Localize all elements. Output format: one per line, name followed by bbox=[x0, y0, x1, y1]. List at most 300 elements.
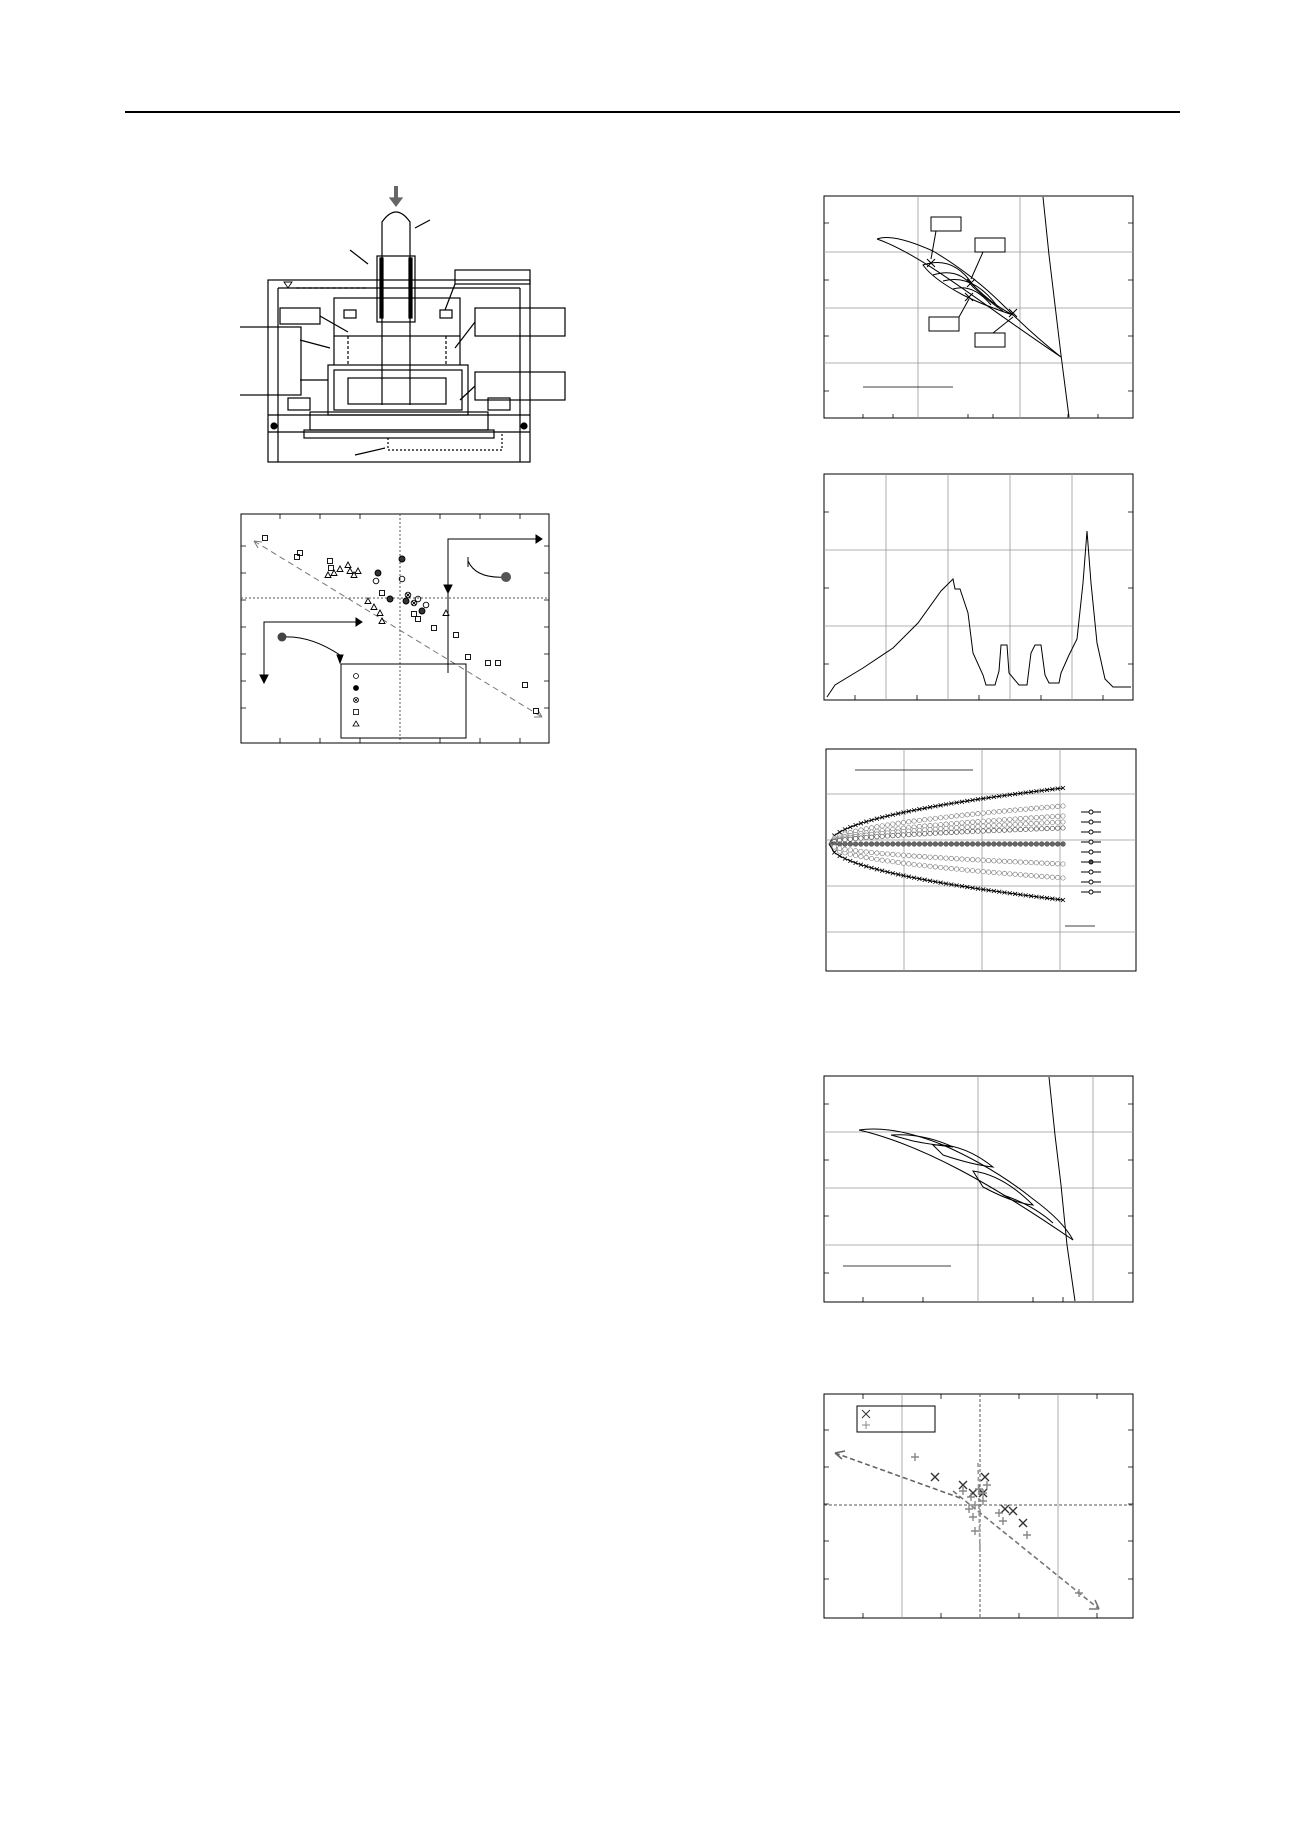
series-marker bbox=[992, 870, 996, 874]
series-marker bbox=[907, 853, 911, 857]
series-marker bbox=[928, 831, 932, 835]
series-marker bbox=[944, 826, 948, 830]
series-marker bbox=[986, 824, 990, 828]
series-marker bbox=[949, 826, 953, 830]
square-marker bbox=[523, 683, 528, 688]
series-marker bbox=[869, 856, 873, 860]
series-marker bbox=[901, 820, 905, 824]
series-marker bbox=[986, 819, 990, 823]
plus-marker bbox=[1075, 1589, 1083, 1597]
series-marker bbox=[843, 857, 847, 861]
series-marker bbox=[917, 832, 921, 836]
series-marker bbox=[923, 855, 927, 859]
header-rule bbox=[125, 111, 1180, 113]
series-marker bbox=[901, 842, 906, 847]
series-marker bbox=[1034, 842, 1039, 847]
series-marker bbox=[875, 851, 879, 855]
series-marker bbox=[917, 863, 921, 867]
series-marker bbox=[981, 858, 985, 862]
series-marker bbox=[1002, 828, 1006, 832]
series-marker bbox=[1029, 816, 1033, 820]
series-marker bbox=[1002, 842, 1007, 847]
series-marker bbox=[1055, 842, 1060, 847]
series-marker bbox=[944, 842, 949, 847]
stress-path-2 bbox=[823, 1075, 1135, 1305]
series-marker bbox=[938, 842, 943, 847]
series-marker bbox=[965, 820, 969, 824]
plus-marker bbox=[995, 1509, 1003, 1517]
series-marker bbox=[938, 856, 942, 860]
label-box-1 bbox=[455, 270, 530, 284]
legend-marker bbox=[1089, 870, 1093, 874]
series-marker bbox=[1013, 872, 1017, 876]
label-box-c bbox=[929, 317, 959, 331]
series-marker bbox=[944, 822, 948, 826]
plus-marker bbox=[911, 1453, 919, 1461]
series-marker bbox=[1018, 827, 1022, 831]
series-marker bbox=[997, 859, 1001, 863]
plus-marker bbox=[969, 1513, 977, 1521]
series-marker bbox=[1050, 842, 1055, 847]
series-marker bbox=[992, 823, 996, 827]
series-marker bbox=[1040, 815, 1044, 819]
series-marker bbox=[954, 867, 958, 871]
series-marker bbox=[891, 833, 895, 837]
series-marker bbox=[976, 869, 980, 873]
series-marker bbox=[1023, 842, 1028, 847]
square-marker bbox=[412, 612, 417, 617]
series-marker bbox=[907, 832, 911, 836]
series-marker bbox=[944, 856, 948, 860]
series-marker bbox=[875, 835, 879, 839]
series-marker bbox=[853, 849, 857, 853]
series-marker bbox=[960, 813, 964, 817]
series-marker bbox=[992, 818, 996, 822]
series-marker bbox=[1029, 827, 1033, 831]
series-marker bbox=[1045, 815, 1049, 819]
filled-circle-marker bbox=[419, 608, 425, 614]
loading-rod bbox=[382, 212, 410, 405]
series-marker bbox=[997, 818, 1001, 822]
series-marker bbox=[885, 823, 889, 827]
series-marker bbox=[965, 857, 969, 861]
series-marker bbox=[890, 842, 895, 847]
series-marker bbox=[1045, 826, 1049, 830]
series-marker bbox=[970, 825, 974, 829]
series-marker bbox=[970, 842, 975, 847]
series-marker bbox=[965, 813, 969, 817]
filled-circle-marker bbox=[403, 598, 409, 604]
series-marker bbox=[970, 812, 974, 816]
series-marker bbox=[917, 818, 921, 822]
series-marker bbox=[933, 855, 937, 859]
series-marker bbox=[960, 830, 964, 834]
label-box-5 bbox=[240, 327, 301, 395]
series-marker bbox=[1061, 842, 1066, 847]
series-marker bbox=[981, 819, 985, 823]
triangle-marker bbox=[347, 568, 353, 574]
series-marker bbox=[1018, 816, 1022, 820]
series-marker bbox=[843, 847, 847, 851]
series-marker bbox=[1061, 804, 1065, 808]
series-marker bbox=[885, 859, 889, 863]
series-marker bbox=[848, 852, 852, 856]
triangle-marker bbox=[325, 572, 331, 578]
scatter-right bbox=[823, 1393, 1135, 1621]
series-marker bbox=[1040, 874, 1044, 878]
multi-series-plot bbox=[825, 748, 1140, 975]
series-marker bbox=[1013, 842, 1018, 847]
series-marker bbox=[1013, 817, 1017, 821]
series-marker bbox=[901, 833, 905, 837]
series-marker bbox=[933, 816, 937, 820]
series-marker bbox=[1045, 805, 1049, 809]
series-marker bbox=[965, 868, 969, 872]
series-marker bbox=[896, 833, 900, 837]
series-marker bbox=[970, 868, 974, 872]
series-marker bbox=[891, 852, 895, 856]
series-marker bbox=[1039, 842, 1044, 847]
series-marker bbox=[1050, 875, 1054, 879]
scatter-left bbox=[240, 513, 552, 747]
series-marker bbox=[986, 870, 990, 874]
series-marker bbox=[944, 866, 948, 870]
series-marker bbox=[981, 811, 985, 815]
legend-marker bbox=[1089, 810, 1093, 814]
plus-marker bbox=[979, 1497, 987, 1505]
series-marker bbox=[1040, 821, 1044, 825]
series-marker bbox=[1045, 842, 1050, 847]
series-marker bbox=[928, 855, 932, 859]
series-marker bbox=[976, 811, 980, 815]
triangle-marker bbox=[377, 610, 383, 616]
square-marker bbox=[263, 536, 268, 541]
series-marker bbox=[965, 830, 969, 834]
legend-marker bbox=[1089, 890, 1093, 894]
series-marker bbox=[880, 842, 885, 847]
series-marker bbox=[1008, 872, 1012, 876]
filled-circle-marker bbox=[387, 596, 393, 602]
series-marker bbox=[1050, 826, 1054, 830]
series-marker bbox=[912, 819, 916, 823]
series-marker bbox=[907, 820, 911, 824]
series-marker bbox=[1024, 816, 1028, 820]
series-marker bbox=[1018, 860, 1022, 864]
series-marker bbox=[965, 842, 970, 847]
series-marker bbox=[1050, 820, 1054, 824]
series-marker bbox=[917, 854, 921, 858]
plus-marker bbox=[1023, 1531, 1031, 1539]
series-marker bbox=[923, 864, 927, 868]
series-marker bbox=[976, 842, 981, 847]
series-marker bbox=[960, 825, 964, 829]
tank bbox=[268, 280, 530, 462]
series-marker bbox=[1008, 817, 1012, 821]
triangle-marker bbox=[337, 566, 343, 572]
series-marker bbox=[992, 810, 996, 814]
series-marker bbox=[986, 858, 990, 862]
square-marker bbox=[496, 661, 501, 666]
series-marker bbox=[848, 842, 853, 847]
series-marker bbox=[880, 858, 884, 862]
time-history bbox=[823, 473, 1135, 703]
series-marker bbox=[976, 819, 980, 823]
series-marker bbox=[1050, 861, 1054, 865]
legend-marker bbox=[1089, 830, 1093, 834]
series-marker bbox=[976, 829, 980, 833]
series-marker bbox=[1024, 860, 1028, 864]
series-marker bbox=[885, 852, 889, 856]
series-marker bbox=[960, 821, 964, 825]
series-marker bbox=[1055, 820, 1059, 824]
series-marker bbox=[1013, 860, 1017, 864]
series-marker bbox=[960, 857, 964, 861]
series-marker bbox=[907, 862, 911, 866]
series-marker bbox=[864, 835, 868, 839]
series-marker bbox=[1013, 828, 1017, 832]
series-marker bbox=[1008, 808, 1012, 812]
series-marker bbox=[997, 828, 1001, 832]
series-marker bbox=[880, 834, 884, 838]
series-marker bbox=[896, 842, 901, 847]
series-marker bbox=[954, 821, 958, 825]
series-marker bbox=[997, 871, 1001, 875]
series-marker bbox=[843, 827, 847, 831]
series-marker bbox=[853, 836, 857, 840]
series-marker bbox=[864, 855, 868, 859]
series-marker bbox=[1002, 818, 1006, 822]
series-marker bbox=[960, 867, 964, 871]
series-marker bbox=[869, 826, 873, 830]
series-marker bbox=[992, 859, 996, 863]
series-marker bbox=[875, 857, 879, 861]
square-marker bbox=[454, 633, 459, 638]
series-marker bbox=[986, 842, 991, 847]
series-marker bbox=[960, 842, 965, 847]
series-marker bbox=[1061, 820, 1065, 824]
open-circle-marker bbox=[373, 578, 379, 584]
plus-marker bbox=[983, 1481, 991, 1489]
series-marker bbox=[1007, 842, 1012, 847]
series-marker bbox=[906, 842, 911, 847]
square-marker bbox=[380, 591, 385, 596]
series-marker bbox=[901, 853, 905, 857]
series-marker bbox=[880, 824, 884, 828]
series-marker bbox=[1029, 821, 1033, 825]
series-marker bbox=[1002, 859, 1006, 863]
series-marker bbox=[954, 826, 958, 830]
series-marker bbox=[1055, 875, 1059, 879]
series-marker bbox=[853, 853, 857, 857]
x-marker bbox=[969, 1489, 977, 1497]
series-marker bbox=[976, 858, 980, 862]
series-marker bbox=[1018, 822, 1022, 826]
series-marker bbox=[923, 817, 927, 821]
series-marker bbox=[933, 842, 938, 847]
series-marker bbox=[869, 842, 874, 847]
series-marker bbox=[1034, 821, 1038, 825]
series-marker bbox=[869, 850, 873, 854]
series-marker bbox=[1034, 861, 1038, 865]
square-marker bbox=[432, 626, 437, 631]
series-marker bbox=[1034, 874, 1038, 878]
series-marker bbox=[970, 857, 974, 861]
series-marker bbox=[949, 856, 953, 860]
series-marker bbox=[1040, 806, 1044, 810]
series-marker bbox=[880, 851, 884, 855]
series-marker bbox=[997, 823, 1001, 827]
series-marker bbox=[1024, 822, 1028, 826]
series-marker bbox=[885, 842, 890, 847]
series-marker bbox=[896, 853, 900, 857]
series-marker bbox=[933, 831, 937, 835]
series-marker bbox=[1024, 827, 1028, 831]
series-marker bbox=[912, 832, 916, 836]
series-marker bbox=[848, 837, 852, 841]
series-marker bbox=[1024, 807, 1028, 811]
series-marker bbox=[965, 825, 969, 829]
legend-marker bbox=[1089, 820, 1093, 824]
series-marker bbox=[938, 816, 942, 820]
series-marker bbox=[933, 865, 937, 869]
series-marker bbox=[1002, 809, 1006, 813]
series-marker bbox=[1045, 875, 1049, 879]
series-marker bbox=[896, 860, 900, 864]
square-marker bbox=[416, 617, 421, 622]
series-marker bbox=[1029, 860, 1033, 864]
series-marker bbox=[986, 810, 990, 814]
series-marker bbox=[859, 849, 863, 853]
square-marker bbox=[329, 566, 334, 571]
square-marker bbox=[486, 661, 491, 666]
series-marker bbox=[1018, 842, 1023, 847]
label-box-2 bbox=[280, 308, 320, 324]
series-marker bbox=[1050, 805, 1054, 809]
series-marker bbox=[938, 822, 942, 826]
series-marker bbox=[848, 848, 852, 852]
series-marker bbox=[1055, 826, 1059, 830]
series-marker bbox=[1018, 807, 1022, 811]
series-marker bbox=[1013, 822, 1017, 826]
series-marker bbox=[954, 830, 958, 834]
label-box-b bbox=[975, 238, 1005, 252]
series-marker bbox=[1061, 814, 1065, 818]
series-marker bbox=[1008, 828, 1012, 832]
series-marker bbox=[949, 822, 953, 826]
apparatus-schematic bbox=[240, 180, 580, 465]
specimen-box bbox=[328, 365, 468, 415]
series-marker bbox=[875, 825, 879, 829]
series-marker bbox=[991, 842, 996, 847]
series-marker bbox=[1008, 822, 1012, 826]
series-marker bbox=[837, 846, 841, 850]
series-marker bbox=[954, 857, 958, 861]
series-marker bbox=[838, 854, 842, 858]
series-marker bbox=[859, 836, 863, 840]
series-marker bbox=[1045, 821, 1049, 825]
series-marker bbox=[874, 842, 879, 847]
legend-marker bbox=[1089, 850, 1093, 854]
series-marker bbox=[923, 832, 927, 836]
series-marker bbox=[837, 842, 842, 847]
series-marker bbox=[1055, 804, 1059, 808]
series-marker bbox=[981, 824, 985, 828]
series-marker bbox=[970, 820, 974, 824]
series-marker bbox=[853, 842, 858, 847]
series-marker bbox=[843, 842, 848, 847]
series-marker bbox=[938, 865, 942, 869]
series-marker bbox=[891, 860, 895, 864]
series-marker bbox=[949, 814, 953, 818]
series-marker bbox=[1061, 876, 1065, 880]
series-marker bbox=[986, 829, 990, 833]
series-marker bbox=[869, 835, 873, 839]
series-marker bbox=[954, 814, 958, 818]
series-marker bbox=[981, 842, 986, 847]
series-marker bbox=[1055, 814, 1059, 818]
series-marker bbox=[1002, 871, 1006, 875]
triangle-marker bbox=[371, 604, 377, 610]
series-marker bbox=[859, 854, 863, 858]
triangle-marker bbox=[351, 572, 357, 578]
series-marker bbox=[922, 842, 927, 847]
square-marker bbox=[328, 559, 333, 564]
series-marker bbox=[928, 817, 932, 821]
x-marker bbox=[931, 1473, 939, 1481]
x-marker bbox=[981, 1473, 989, 1481]
series-marker bbox=[1008, 859, 1012, 863]
legend-box-right bbox=[857, 1406, 935, 1432]
series-marker bbox=[944, 815, 948, 819]
label-box-a bbox=[931, 217, 961, 231]
plus-marker bbox=[971, 1527, 979, 1535]
series-marker bbox=[970, 829, 974, 833]
series-marker bbox=[1050, 814, 1054, 818]
series-marker bbox=[981, 869, 985, 873]
triangle-marker bbox=[345, 562, 351, 568]
series-marker bbox=[1034, 815, 1038, 819]
stress-path-1 bbox=[823, 195, 1135, 420]
series-marker bbox=[1024, 873, 1028, 877]
series-marker bbox=[1034, 827, 1038, 831]
triangle-marker bbox=[365, 598, 371, 604]
legend-marker bbox=[1089, 860, 1093, 864]
series-marker bbox=[976, 824, 980, 828]
filled-circle-marker bbox=[375, 570, 381, 576]
series-marker bbox=[1034, 806, 1038, 810]
series-marker bbox=[1029, 842, 1034, 847]
series-marker bbox=[1040, 827, 1044, 831]
series-marker bbox=[1029, 873, 1033, 877]
series-marker bbox=[928, 864, 932, 868]
series-marker bbox=[938, 827, 942, 831]
series-marker bbox=[912, 854, 916, 858]
series-marker bbox=[928, 842, 933, 847]
x-marker bbox=[1019, 1519, 1027, 1527]
series-marker bbox=[944, 830, 948, 834]
series-marker bbox=[981, 829, 985, 833]
series-marker bbox=[832, 845, 836, 849]
series-marker bbox=[912, 862, 916, 866]
filled-circle-marker bbox=[399, 556, 405, 562]
label-box-d bbox=[975, 333, 1005, 347]
time-history-line bbox=[827, 531, 1131, 697]
series-marker bbox=[859, 842, 864, 847]
series-marker bbox=[885, 834, 889, 838]
series-marker bbox=[1002, 823, 1006, 827]
series-marker bbox=[1061, 862, 1065, 866]
x-marker bbox=[1001, 1505, 1009, 1513]
